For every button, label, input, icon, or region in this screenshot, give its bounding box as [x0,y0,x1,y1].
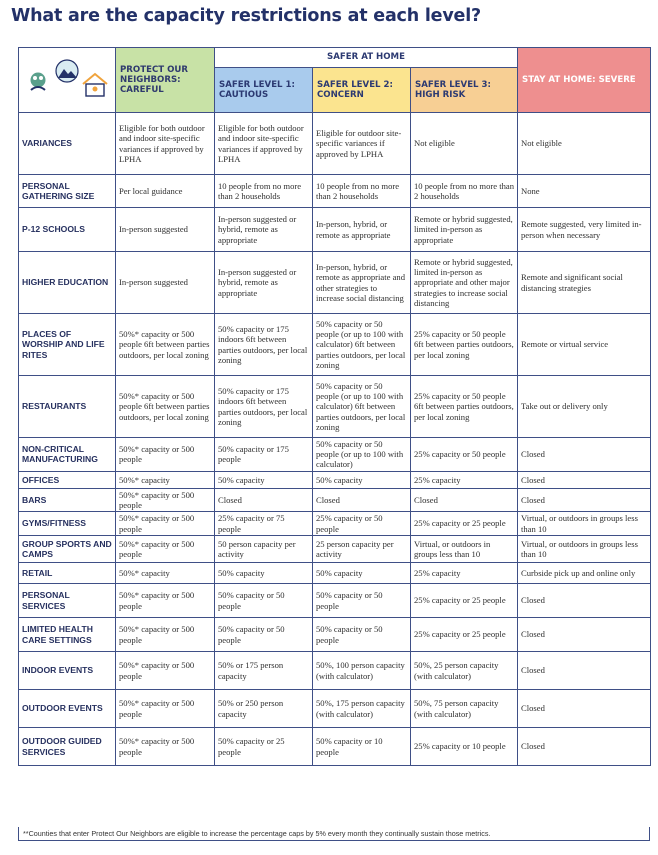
people-icon [31,72,46,90]
table-cell: 25 person capacity per activity [313,536,411,563]
table-cell: 50%, 25 person capacity (with calculator) [411,652,518,690]
table-cell: 25% capacity [411,563,518,584]
table-cell: Closed [313,488,411,511]
table-cell: 25% capacity or 25 people [411,584,518,618]
row-label: PERSONAL GATHERING SIZE [19,175,116,208]
table-cell: In-person suggested [116,208,215,252]
table-cell: 50%* capacity or 500 people [116,618,215,652]
table-cell: None [518,175,651,208]
table-cell: Closed [518,488,651,511]
table-cell: 50% or 250 person capacity [215,690,313,728]
table-cell: 50% capacity or 10 people [313,728,411,766]
table-cell: In-person suggested or hybrid, remote as appropriate [215,208,313,252]
row-label: GYMS/FITNESS [19,512,116,536]
table-row [19,488,651,511]
table-cell: 50%* capacity or 500 people [116,512,215,536]
row-label: VARIANCES [19,113,116,175]
table-cell: Closed [518,690,651,728]
row-label: OUTDOOR GUIDED SERVICES [19,728,116,766]
table-cell: Closed [411,488,518,511]
table-row [19,438,651,472]
table-row [19,471,651,488]
table-cell: 50%* capacity or 500 people [116,584,215,618]
table-cell: Closed [215,488,313,511]
table-cell: Per local guidance [116,175,215,208]
table-cell: 50%* capacity or 500 people 6ft between parties outdoors, per local zoning [116,314,215,376]
table-row [19,690,651,728]
table-cell: 25% capacity [411,471,518,488]
table-cell: 50% capacity or 50 people (or up to 100 with calculator) 6ft between parties outdoors, per local zoning [313,314,411,376]
table-cell: 50% capacity or 25 people [215,728,313,766]
table-cell: 50% capacity or 50 people [313,584,411,618]
table-cell: 10 people from no more than 2 households [313,175,411,208]
table-row [19,376,651,438]
table-cell: In-person, hybrid, or remote as appropriate and other strategies to increase social distancing [313,252,411,314]
table-cell: Remote and significant social distancing strategies [518,252,651,314]
table-cell: In-person suggested or hybrid, remote as appropriate [215,252,313,314]
table-row [19,175,651,208]
table-row [19,652,651,690]
table-cell: Virtual, or outdoors in groups less than 10 [411,536,518,563]
table-cell: Remote or hybrid suggested, limited in-person as appropriate [411,208,518,252]
table-row [19,512,651,536]
table-row [19,208,651,252]
table-cell: 50% capacity or 50 people (or up to 100 with calculator) 6ft between parties outdoors, per local zoning [313,376,411,438]
table-cell: 50% capacity or 50 people [215,584,313,618]
table-cell: 50%* capacity or 500 people [116,536,215,563]
table-row [19,584,651,618]
table-row [19,252,651,314]
row-label: NON-CRITICAL MANUFACTURING [19,438,116,472]
header-safer-at-home: SAFER AT HOME [215,48,518,68]
table-cell: 25% capacity or 50 people [411,438,518,472]
table-cell: 50% capacity [313,563,411,584]
row-label: BARS [19,488,116,511]
table-cell: In-person suggested [116,252,215,314]
header-protect: PROTECT OUR NEIGHBORS: CAREFUL [116,48,215,113]
table-cell: 50%, 100 person capacity (with calculator) [313,652,411,690]
row-label: OFFICES [19,471,116,488]
table-body [19,113,651,766]
table-cell: 50%* capacity [116,471,215,488]
table-row [19,314,651,376]
table-cell: Remote suggested, very limited in-person when necessary [518,208,651,252]
table-cell: Closed [518,618,651,652]
table-cell: Take out or delivery only [518,376,651,438]
table-cell: 50%* capacity or 500 people [116,652,215,690]
table-cell: 50%* capacity [116,563,215,584]
table-cell: 50% capacity or 50 people [313,618,411,652]
table-row [19,728,651,766]
header-level3: SAFER LEVEL 3: HIGH RISK [411,68,518,113]
table-cell: Not eligible [411,113,518,175]
header-level2: SAFER LEVEL 2: CONCERN [313,68,411,113]
icons-cell [19,48,116,113]
row-label: LIMITED HEALTH CARE SETTINGS [19,618,116,652]
table-cell: 25% capacity or 75 people [215,512,313,536]
table-cell: 50%, 175 person capacity (with calculator) [313,690,411,728]
table-cell: Closed [518,471,651,488]
table-row [19,618,651,652]
table-cell: Virtual, or outdoors in groups less than 10 [518,512,651,536]
table-cell: 10 people from no more than 2 households [215,175,313,208]
table-cell: 50%* capacity or 500 people [116,728,215,766]
table-cell: 50%, 75 person capacity (with calculator) [411,690,518,728]
table-cell: Not eligible [518,113,651,175]
table-cell: 25% capacity or 50 people 6ft between parties outdoors, per local zoning [411,376,518,438]
house-icon [83,74,107,96]
table-cell: 50% capacity [215,471,313,488]
table-cell: Virtual, or outdoors in groups less than 10 [518,536,651,563]
table-cell: 50% capacity [313,471,411,488]
header-stay-at-home: STAY AT HOME: SEVERE [518,48,651,113]
row-label: HIGHER EDUCATION [19,252,116,314]
table-cell: In-person, hybrid, or remote as appropriate [313,208,411,252]
table-cell: Remote or hybrid suggested, limited in-person as appropriate and other major strategies to increase social distancing [411,252,518,314]
table-cell: 50% capacity or 50 people (or up to 100 with calculator) [313,438,411,472]
table-cell: 50 person capacity per activity [215,536,313,563]
header-level1: SAFER LEVEL 1: CAUTIOUS [215,68,313,113]
table-cell: Eligible for outdoor site-specific variances if approved by LPHA [313,113,411,175]
header-icons [22,54,112,104]
page-title: What are the capacity restrictions at each level? [11,6,481,26]
table-cell: 25% capacity or 50 people 6ft between parties outdoors, per local zoning [411,314,518,376]
table-cell: Closed [518,438,651,472]
table-row [19,536,651,563]
table-cell: 10 people from no more than 2 households [411,175,518,208]
table-cell: 50%* capacity or 500 people [116,488,215,511]
table-cell: 25% capacity or 10 people [411,728,518,766]
row-label: INDOOR EVENTS [19,652,116,690]
table-cell: Closed [518,652,651,690]
table-row [19,563,651,584]
table-cell: 50% or 175 person capacity [215,652,313,690]
table-cell: 50% capacity or 175 people [215,438,313,472]
table-cell: Remote or virtual service [518,314,651,376]
row-label: GROUP SPORTS AND CAMPS [19,536,116,563]
row-label: RETAIL [19,563,116,584]
table-row [19,113,651,175]
table-cell: Eligible for both outdoor and indoor site-specific variances if approved by LPHA [116,113,215,175]
footnote: **Counties that enter Protect Our Neighbors are eligible to increase the percentage caps by 5% every month they continually sustain those metrics. [18,827,650,841]
table-cell: Closed [518,584,651,618]
table-cell: Curbside pick up and online only [518,563,651,584]
table-cell: 25% capacity or 25 people [411,618,518,652]
table-cell: Closed [518,728,651,766]
mountain-icon [56,60,78,82]
table-cell: 50% capacity or 175 indoors 6ft between parties outdoors, per local zoning [215,376,313,438]
row-label: P-12 SCHOOLS [19,208,116,252]
table-cell: 50%* capacity or 500 people [116,438,215,472]
row-label: PERSONAL SERVICES [19,584,116,618]
table-cell: 50%* capacity or 500 people 6ft between parties outdoors, per local zoning [116,376,215,438]
table-cell: 25% capacity or 50 people [313,512,411,536]
capacity-table [18,47,651,766]
row-label: RESTAURANTS [19,376,116,438]
row-label: PLACES OF WORSHIP AND LIFE RITES [19,314,116,376]
table-cell: 50% capacity [215,563,313,584]
row-label: OUTDOOR EVENTS [19,690,116,728]
table-cell: Eligible for both outdoor and indoor site-specific variances if approved by LPHA [215,113,313,175]
table-cell: 25% capacity or 25 people [411,512,518,536]
table-cell: 50%* capacity or 500 people [116,690,215,728]
table-cell: 50% capacity or 50 people [215,618,313,652]
table-cell: 50% capacity or 175 indoors 6ft between parties outdoors, per local zoning [215,314,313,376]
